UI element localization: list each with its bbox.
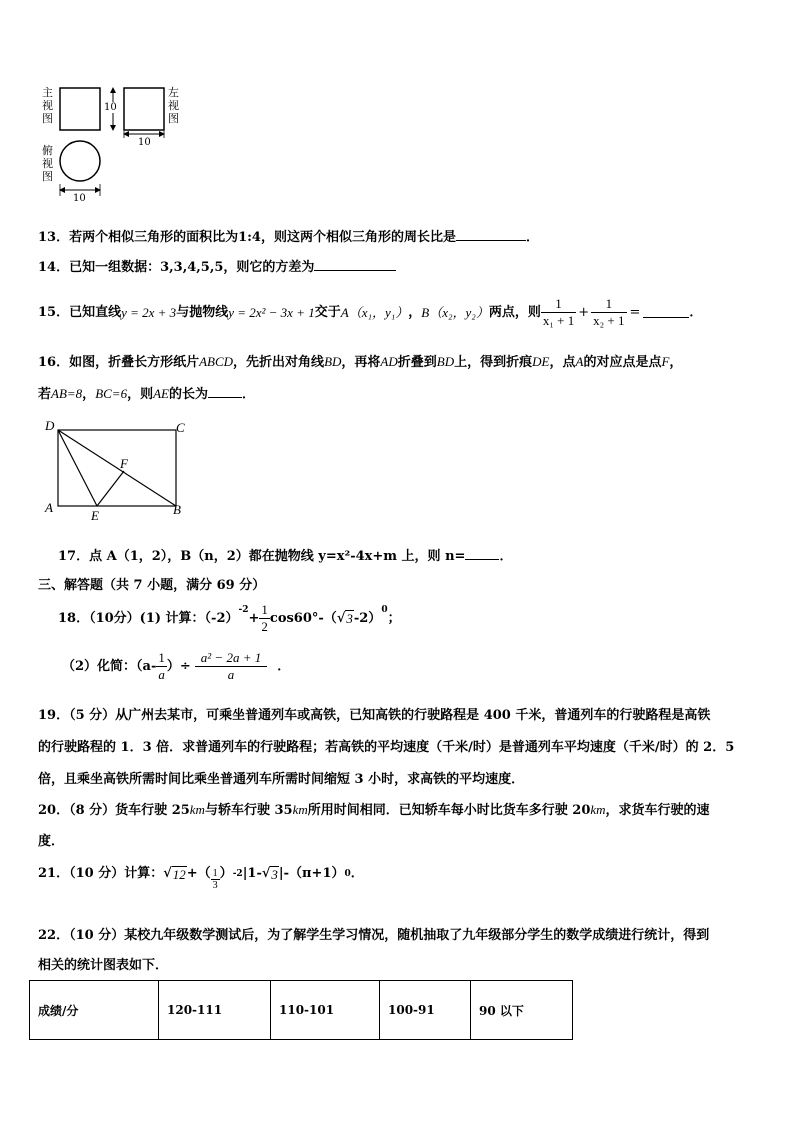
question-15-pre: 15．已知直线 (38, 304, 122, 320)
question-15-post: 两点，则 (488, 304, 541, 320)
question-19-line-3: 倍，且乘坐高铁所需时间比乘坐普通列车所需时间缩短 3 小时，求高铁的平均速度． (38, 772, 525, 787)
equals-sign: = (629, 304, 641, 320)
question-16-line-2: 若AB=8，BC=6，则AE的长为 ． (38, 386, 256, 402)
question-19-line-2: 的行驶路程的 1．3 倍．求普通列车的行驶路程；若高铁的平均速度（千米/时）是普通列车平均速度（千米/时）的 2．5 (38, 740, 735, 755)
answer-blank-14[interactable] (314, 270, 396, 271)
table-row (30, 981, 573, 1040)
three-view-figure (40, 80, 200, 210)
left-view-label: 左视图 (168, 86, 179, 125)
question-18-part-1: 18．（10分）(1) 计算：（-2） -2 + $\frac{1}{2}$ cos60°-（ √ 3 -2） 0 ； (58, 602, 401, 634)
label-e: E (91, 508, 99, 523)
answer-blank-15[interactable] (643, 317, 689, 318)
label-c: C (176, 420, 185, 435)
question-19-line-1: 19．（5 分）从广州去某市，可乘坐普通列车或高铁，已知高铁的行驶路程是 400 千米，普通列车的行驶路程是高铁 (38, 708, 711, 723)
answer-blank-13[interactable] (456, 240, 526, 241)
fraction-1: $\frac{1}{\text{x₁ + 1}}$ (542, 296, 575, 328)
left-width-dimension: 10 (138, 137, 151, 148)
fraction-2: $\frac{1}{\text{x₂ + 1}}$ (593, 296, 625, 328)
question-15-inter: 交于 (314, 304, 341, 320)
polynomial-fraction: $\frac{\text{a² − 2a + 1}}{a}$ (195, 650, 267, 683)
top-width-dimension: 10 (73, 193, 86, 204)
table-header-cell: 100-91 (380, 981, 471, 1040)
answer-blank-16[interactable] (208, 397, 242, 398)
question-20-line-1: 20．（8 分）货车行驶 25km与轿车行驶 35km所用时间相同．已知轿车每小时比货车多行驶 20km，求货车行驶的速 (38, 802, 710, 818)
question-17-text: 17．点 A（1，2），B（n，2）都在抛物线 y=x²-4x+m 上，则 n= (58, 549, 466, 564)
height-dimension: 10 (104, 102, 117, 113)
point-a: A（x₁，y₁） (340, 304, 409, 320)
parabola-equation: y = 2x² − 3x + 1 (228, 304, 315, 320)
point-b: B（x₂，y₂） (421, 304, 489, 320)
question-20-line-2: 度． (38, 834, 65, 849)
question-13-end: ． (525, 230, 539, 245)
label-a: A (45, 500, 53, 515)
score-table (29, 980, 573, 1040)
table-header-cell: 成绩/分 (30, 981, 159, 1040)
label-d: D (45, 418, 55, 433)
question-15-mid: 与抛物线 (176, 304, 229, 320)
question-15-sep: ， (408, 304, 422, 320)
label-f: F (120, 456, 128, 471)
plus-sign: + (578, 304, 590, 320)
table-header-cell: 120-111 (159, 981, 271, 1040)
question-14 (38, 260, 396, 276)
question-13-text: 13．若两个相似三角形的面积比为1:4，则这两个相似三角形的周长比是 (38, 230, 456, 245)
question-15-end: ． (689, 304, 703, 320)
answer-blank-17[interactable] (465, 559, 499, 560)
question-15 (38, 296, 702, 329)
table-header-cell: 110-101 (271, 981, 380, 1040)
question-14-text: 14．已知一组数据：3,3,4,5,5，则它的方差为 (38, 260, 315, 275)
section-3-heading: 三、解答题（共 7 小题，满分 69 分） (38, 578, 266, 593)
rectangle-fold-figure (40, 418, 200, 526)
question-18-part-2: （2）化简：（a- $\frac{1}{a}$ ）÷ $\frac{\text{a² − 2a + 1}}{a}$ ． (62, 650, 291, 682)
question-17: 17．点 A（1，2），B（n，2）都在抛物线 y=x²-4x+m 上，则 n= ． (58, 549, 513, 564)
question-21: 21．（10 分）计算： √ 12 +（ $\frac{1}{3}$ ） -2 |1- √ 3 |-（π+1） 0 ． (38, 866, 364, 891)
question-13 (38, 230, 539, 246)
table-header-cell: 90 以下 (471, 981, 573, 1040)
question-16-line-1: 16．如图，折叠长方形纸片ABCD，先折出对角线BD，再将AD折叠到BD上，得到折痕DE，点A的对应点是点F， (38, 354, 683, 370)
top-view-label: 俯视图 (42, 144, 53, 183)
third-fraction: $\frac{1}{3}$ (212, 868, 218, 891)
label-b: B (173, 502, 181, 517)
inverse-a-fraction: $\frac{1}{a}$ (158, 650, 165, 682)
front-view-label: 主视图 (42, 86, 53, 125)
half-fraction: $\frac{1}{2}$ (261, 602, 268, 634)
question-22-line-1: 22．（10 分）某校九年级数学测试后，为了解学生学习情况，随机抽取了九年级部分学生的数学成绩进行统计，得到 (38, 928, 710, 943)
question-22-line-2: 相关的统计图表如下． (38, 958, 169, 973)
line-equation: y = 2x + 3 (121, 304, 177, 320)
